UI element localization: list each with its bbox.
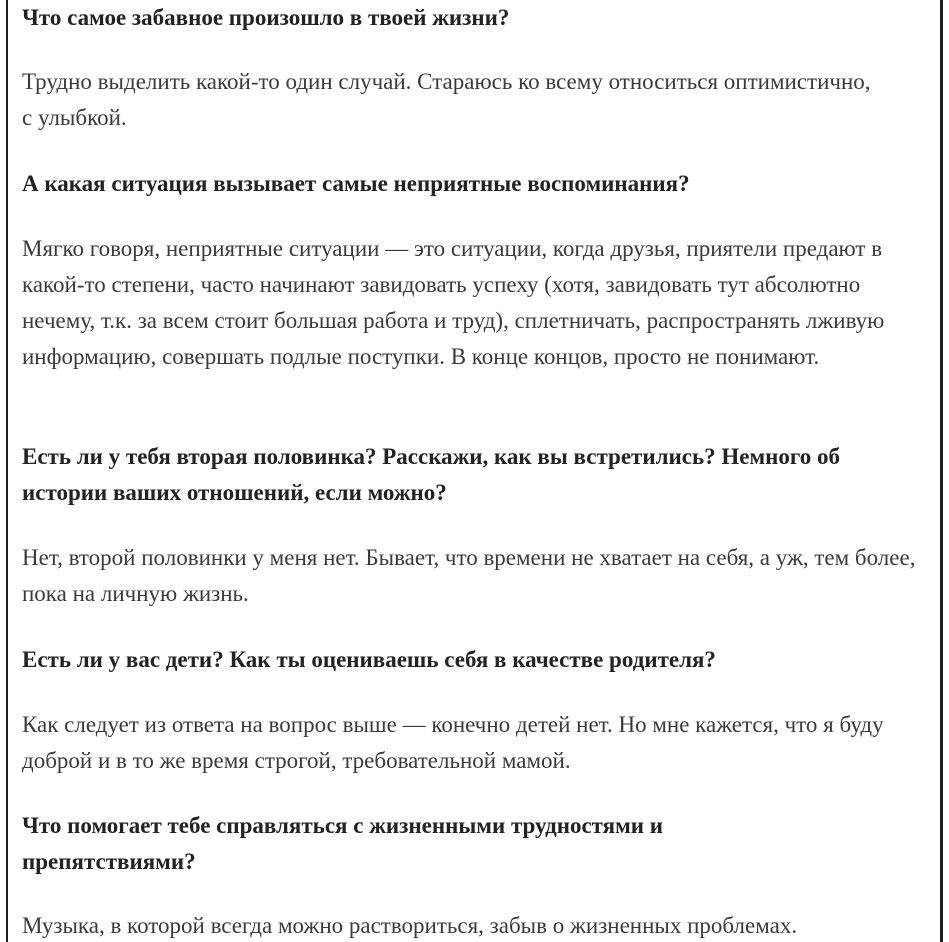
answer-1: Трудно выделить какой-то один случай. Стараюсь ко всему относиться оптимистично, с улыбкой. [22, 69, 871, 130]
right-border [940, 0, 943, 942]
answer-4: Как следует из ответа на вопрос выше — конечно детей нет. Но мне кажется, что я буду доброй и в то же время строгой, требовательной мамой. [22, 712, 884, 773]
answer-3: Нет, второй половинки у меня нет. Бывает, что времени не хватает на себя, а уж, тем более, пока на личную жизнь. [22, 545, 916, 606]
question-1: Что самое забавное произошло в твоей жизни? [22, 5, 510, 30]
question-5: Что помогает тебе справляться с жизненными трудностями и препятствиями? [22, 813, 664, 874]
question-4: Есть ли у вас дети? Как ты оцениваешь себя в качестве родителя? [22, 647, 716, 672]
left-border [6, 0, 8, 942]
question-2: А какая ситуация вызывает самые неприятные воспоминания? [22, 171, 690, 196]
answer-5: Музыка, в которой всегда можно раствориться, забыв о жизненных проблемах. [22, 913, 798, 938]
question-3: Есть ли у тебя вторая половинка? Расскажи, как вы встретились? Немного об истории ваших отношений, если можно? [22, 444, 841, 505]
answer-2: Мягко говоря, неприятные ситуации — это ситуации, когда друзья, приятели предают в какой-то степени, часто начинают завидовать успеху (хотя, завидовать тут абсолютно нечему, т.к. за всем стоит большая работа и труд), сплетничать, распространять лживую информацию, совершать подлые поступки. В конце концов, просто не понимают. [22, 236, 885, 369]
